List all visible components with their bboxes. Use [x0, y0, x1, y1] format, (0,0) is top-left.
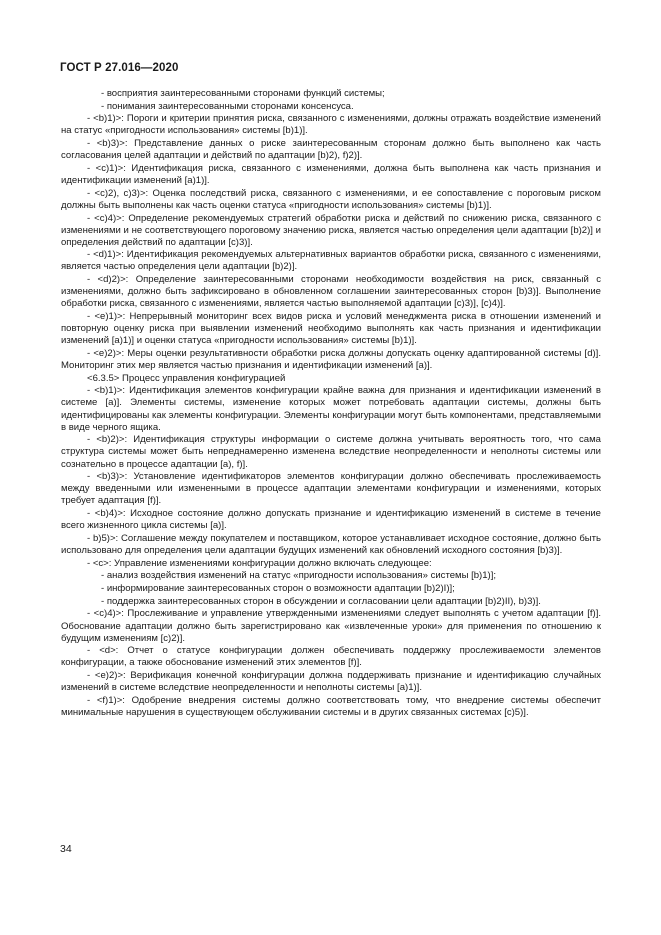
standard-header: ГОСТ Р 27.016—2020 — [60, 62, 179, 74]
list-item: - анализ воздействия изменений на статус «пригодности использования» системы [b)1)]; — [101, 570, 497, 582]
paragraph: - <b)4)>: Исходное состояние должно допускать признание и идентификацию изменений в системе в течение всего жизненного цикла системы [a)]. — [61, 508, 601, 532]
paragraph: - <f)1)>: Одобрение внедрения системы должно соответствовать тому, что внедрение системы обеспечит минимальные нарушения в существующем обслуживании системы и в других связанных системах [c)5)]. — [61, 694, 601, 718]
paragraph: - <b)1)>: Пороги и критерии принятия риска, связанного с изменениями, должны отражать воздействие изменений на статус «пригодности использования» системы [b)1)]. — [61, 113, 601, 137]
paragraph: - <b)3)>: Представление данных о риске заинтересованным сторонам должно быть выполнено как часть согласования целей адаптации и действий по адаптации [b)2), f)2)]. — [61, 138, 601, 162]
list-item: - восприятия заинтересованными сторонами функций системы; — [101, 88, 385, 99]
paragraph: - <d)1)>: Идентификация рекомендуемых альтернативных вариантов обработки риска, связанного с изменениями, является частью определения цели адаптации [b)2)]. — [61, 249, 601, 273]
paragraph: - <c)4)>: Определение рекомендуемых стратегий обработки риска и действий по снижению риска, связанного с изменениями и не соответствующего пороговому значению риска, является частью определения цели адаптации [b)2)] и определения действий по адаптации [c)3)]. — [61, 212, 601, 248]
paragraph: <6.3.5> Процесс управления конфигурацией — [87, 372, 286, 384]
paragraph: - <d)2)>: Определение заинтересованными сторонами необходимости воздействия на риск, связанный с изменениями, должно быть зафиксировано в обновленном соглашении заинтересованных сторон [b)3)]. Выполнение обработки риска, связанного с изменениями, является частью выполняемой адаптации [c)3)], [c)4)]. — [61, 274, 601, 310]
paragraph: - <b)2)>: Идентификация структуры информации о системе должна учитывать вероятность того, что сама структура системы может быть непреднамеренно изменена вследствие неопределенности и неполноты системы или сознательно в процессе адаптации [a), f)]. — [61, 434, 601, 470]
paragraph: - <b)3)>: Установление идентификаторов элементов конфигурации должно обеспечивать прослеживаемость между введенными или измененными в процессе адаптации элементами конфигурации и изменениями, которых требует адаптация [f)]. — [61, 471, 601, 507]
paragraph: - <c)4)>: Прослеживание и управление утвержденными изменениями следует выполнять с учетом адаптации [f)]. Обоснование адаптации должно быть зарегистрировано как «извлеченные уроки» для применения по отношению к будущим изменениям [c)2)]. — [61, 608, 601, 644]
list-item: - информирование заинтересованных сторон о возможности адаптации [b)2)I)]; — [101, 583, 455, 595]
list-item: - поддержка заинтересованных сторон в обсуждении и согласовании цели адаптации [b)2)II), b)3)]. — [101, 595, 541, 607]
paragraph: - <c>: Управление изменениями конфигурации должно включать следующее: — [87, 557, 432, 569]
paragraph: - <c)2), c)3)>: Оценка последствий риска, связанного с изменениями, и ее сопоставление с пороговым риском должны быть выполнены как часть оценки статуса «пригодности использования» системы [b)1)]. — [61, 187, 601, 211]
paragraph: - <d>: Отчет о статусе конфигурации должен обеспечивать поддержку прослеживаемости элементов конфигурации, а также обоснование изменений этих элементов [f)]. — [61, 645, 601, 669]
paragraph: - b)5)>: Соглашение между покупателем и поставщиком, которое устанавливает исходное состояние, должно быть использовано для определения цели адаптации будущих изменений как обновлений исходного состояния [b)3)]. — [61, 532, 601, 556]
page-number: 34 — [60, 843, 72, 855]
paragraph: - <e)1)>: Непрерывный мониторинг всех видов риска и условий менеджмента риска в отношении изменений и повторную оценку риска при выявлении изменений необходимо выполнять как часть признания и идентификации изменений [a)1)] и оценки статуса «пригодности использования» системы [b)1)]. — [61, 311, 601, 347]
paragraph: - <b)1)>: Идентификация элементов конфигурации крайне важна для признания и идентификации изменений в системе [a)]. Элементы системы, изменение которых может потребовать адаптации системы, должны быть идентифицированы как элементы конфигурации. Элементы конфигурации могут быть компонентами, представляемыми в виде черного ящика. — [61, 385, 601, 433]
document-body — [61, 88, 601, 720]
list-item: - понимания заинтересованными сторонами консенсуса. — [101, 100, 354, 112]
paragraph: - <e)2)>: Меры оценки результативности обработки риска должны допускать оценку адаптированной системы [d)]. Мониторинг этих мер является частью признания и идентификации изменений [a)]. — [61, 347, 601, 371]
paragraph: - <c)1)>: Идентификация риска, связанного с изменениями, должна быть выполнена как часть признания и идентификации изменений [a)1)]. — [61, 162, 601, 187]
paragraph: - <e)2)>: Верификация конечной конфигурации должна поддерживать признание и идентификацию случайных изменений в системе вследствие неопределенности и неполноты системы [a)1)]. — [61, 670, 601, 694]
